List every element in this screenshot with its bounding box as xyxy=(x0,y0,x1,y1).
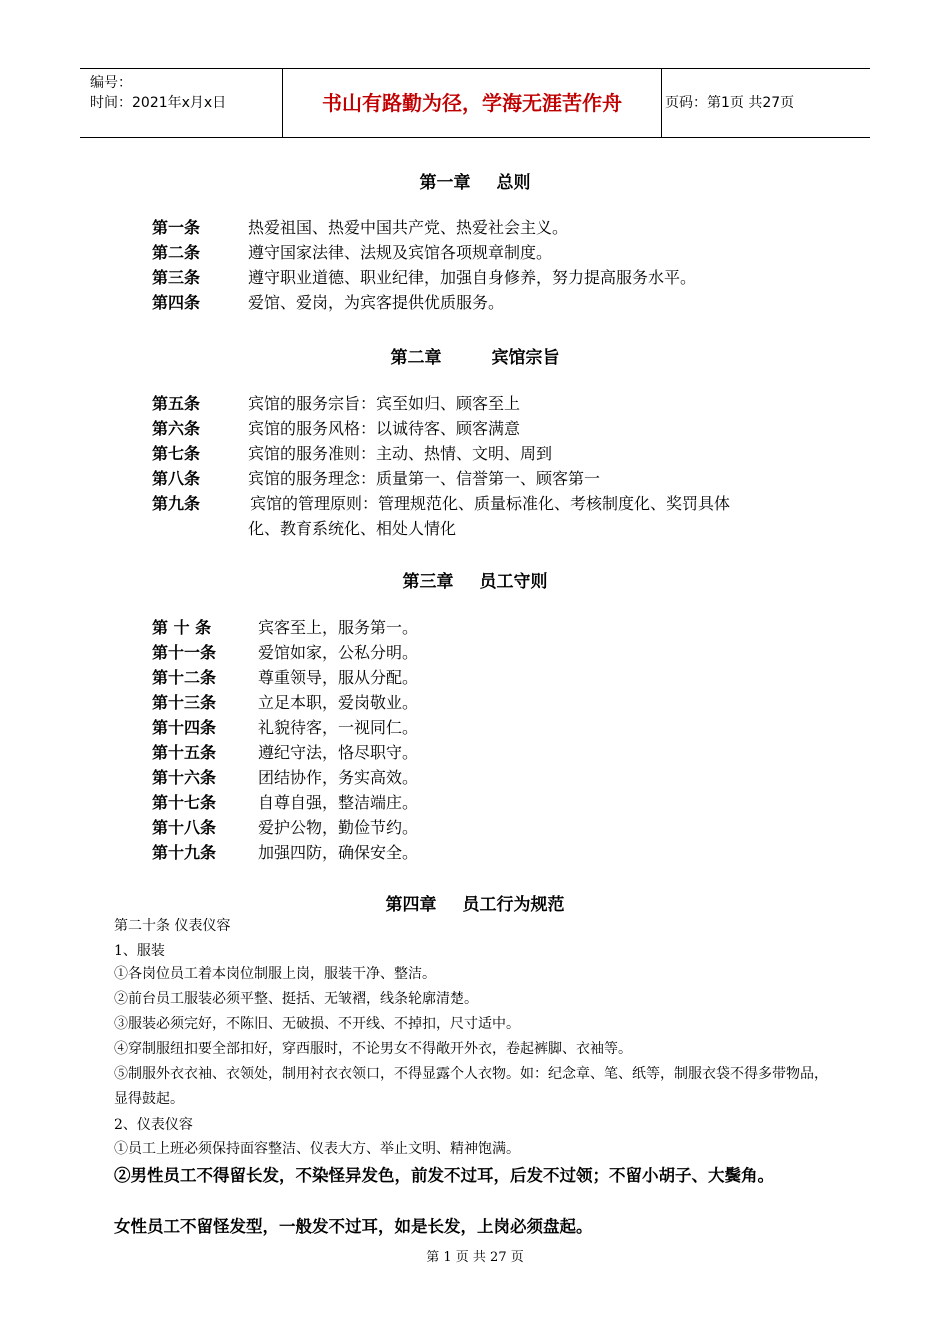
article-text: 尊重领导，服从分配。 xyxy=(258,668,419,687)
article-text: 团结协作，务实高效。 xyxy=(258,768,419,787)
article-text: 爱护公物，勤俭节约。 xyxy=(258,818,419,837)
article-number: 第十六条 xyxy=(152,768,217,787)
article-text: 热爱祖国、热爱中国共产党、热爱社会主义。 xyxy=(248,218,569,237)
article-text: 立足本职，爱岗敬业。 xyxy=(258,693,419,712)
chapter-1-name: 总则 xyxy=(496,173,531,193)
document-date: 时间：2021年x月x日 xyxy=(90,95,227,111)
article-text: 自尊自强，整洁端庄。 xyxy=(258,793,419,812)
appearance-item-2: ②男性员工不得留长发，不染怪异发色，前发不过耳，后发不过领；不留小胡子、大鬓角。 xyxy=(114,1166,774,1185)
chapter-3-title xyxy=(0,567,950,592)
clothing-item-1: ①各岗位员工着本岗位制服上岗，服装干净、整洁。 xyxy=(114,966,436,982)
article-number: 第 十 条 xyxy=(152,618,212,637)
article-number: 第七条 xyxy=(152,444,201,463)
article-20-heading: 第二十条 仪表仪容 xyxy=(114,918,231,934)
header-page-info: 页码：第1页 共27页 xyxy=(665,95,795,111)
article-number: 第十七条 xyxy=(152,793,217,812)
article-text: 宾馆的服务准则：主动、热情、文明、周到 xyxy=(248,444,553,463)
article-text: 宾馆的服务宗旨：宾至如归、顾客至上 xyxy=(248,394,521,413)
chapter-1-title xyxy=(0,168,950,193)
chapter-3-name: 员工守则 xyxy=(479,572,548,592)
article-text: 宾馆的管理原则：管理规范化、质量标准化、考核制度化、奖罚具体 xyxy=(250,494,731,513)
article-text: 遵守职业道德、职业纪律，加强自身修养，努力提高服务水平。 xyxy=(248,268,697,287)
article-number: 第六条 xyxy=(152,419,201,438)
article-text: 遵纪守法，恪尽职守。 xyxy=(258,743,419,762)
header-meta xyxy=(80,69,283,137)
article-number: 第三条 xyxy=(152,268,201,287)
chapter-2-name: 宾馆宗旨 xyxy=(491,348,560,368)
article-text: 加强四防，确保安全。 xyxy=(258,843,419,862)
clothing-item-4: ④穿制服纽扣要全部扣好，穿西服时，不论男女不得敞开外衣，卷起裤脚、衣袖等。 xyxy=(114,1041,632,1057)
article-number: 第八条 xyxy=(152,469,201,488)
chapter-4-title xyxy=(0,890,950,915)
page-header xyxy=(80,68,870,138)
section-2-title: 2、仪表仪容 xyxy=(114,1117,193,1133)
article-text: 宾馆的服务风格：以诚待客、顾客满意 xyxy=(248,419,521,438)
article-number: 第十二条 xyxy=(152,668,217,687)
article-text: 爱馆、爱岗，为宾客提供优质服务。 xyxy=(248,293,505,312)
article-number: 第五条 xyxy=(152,394,201,413)
article-text: 礼貌待客，一视同仁。 xyxy=(258,718,419,737)
article-number: 第二条 xyxy=(152,243,201,262)
appearance-item-1: ①员工上班必须保持面容整洁、仪表大方、举止文明、精神饱满。 xyxy=(114,1141,520,1157)
page-footer: 第 1 页 共 27 页 xyxy=(426,1250,524,1265)
article-number: 第四条 xyxy=(152,293,201,312)
article-text: 化、教育系统化、相处人情化 xyxy=(248,519,457,538)
chapter-4-number: 第四章 xyxy=(385,895,437,915)
article-number: 第九条 xyxy=(152,494,201,513)
article-number: 第一条 xyxy=(152,218,201,237)
chapter-1-number: 第一章 xyxy=(419,173,471,193)
article-text: 爱馆如家，公私分明。 xyxy=(258,643,419,662)
article-text: 遵守国家法律、法规及宾馆各项规章制度。 xyxy=(248,243,553,262)
article-number: 第十三条 xyxy=(152,693,217,712)
chapter-2-title xyxy=(0,343,950,368)
article-text: 宾馆的服务理念：质量第一、信誉第一、顾客第一 xyxy=(248,469,601,488)
chapter-3-number: 第三章 xyxy=(402,572,454,592)
article-number: 第十四条 xyxy=(152,718,217,737)
article-number: 第十一条 xyxy=(152,643,217,662)
clothing-item-3: ③服装必须完好，不陈旧、无破损、不开线、不掉扣，尺寸适中。 xyxy=(114,1016,520,1032)
article-text: 宾客至上，服务第一。 xyxy=(258,618,419,637)
article-number: 第十八条 xyxy=(152,818,217,837)
chapter-2-number: 第二章 xyxy=(390,348,442,368)
clothing-item-2: ②前台员工服装必须平整、挺括、无皱褶，线条轮廓清楚。 xyxy=(114,991,478,1007)
appearance-item-3: 女性员工不留怪发型，一般发不过耳，如是长发，上岗必须盘起。 xyxy=(114,1217,593,1236)
header-motto: 书山有路勤为径，学海无涯苦作舟 xyxy=(283,69,662,137)
clothing-item-5: ⑤制服外衣衣袖、衣领处，制用衬衣衣领口，不得显露个人衣物。如：纪念章、笔、纸等，制服衣袋不得多带物品，显得鼓起。 xyxy=(114,1066,828,1107)
article-number: 第十九条 xyxy=(152,843,217,862)
chapter-4-name: 员工行为规范 xyxy=(462,895,565,915)
document-number-label: 编号： xyxy=(90,75,132,91)
section-1-title: 1、服装 xyxy=(114,943,165,959)
article-number: 第十五条 xyxy=(152,743,217,762)
